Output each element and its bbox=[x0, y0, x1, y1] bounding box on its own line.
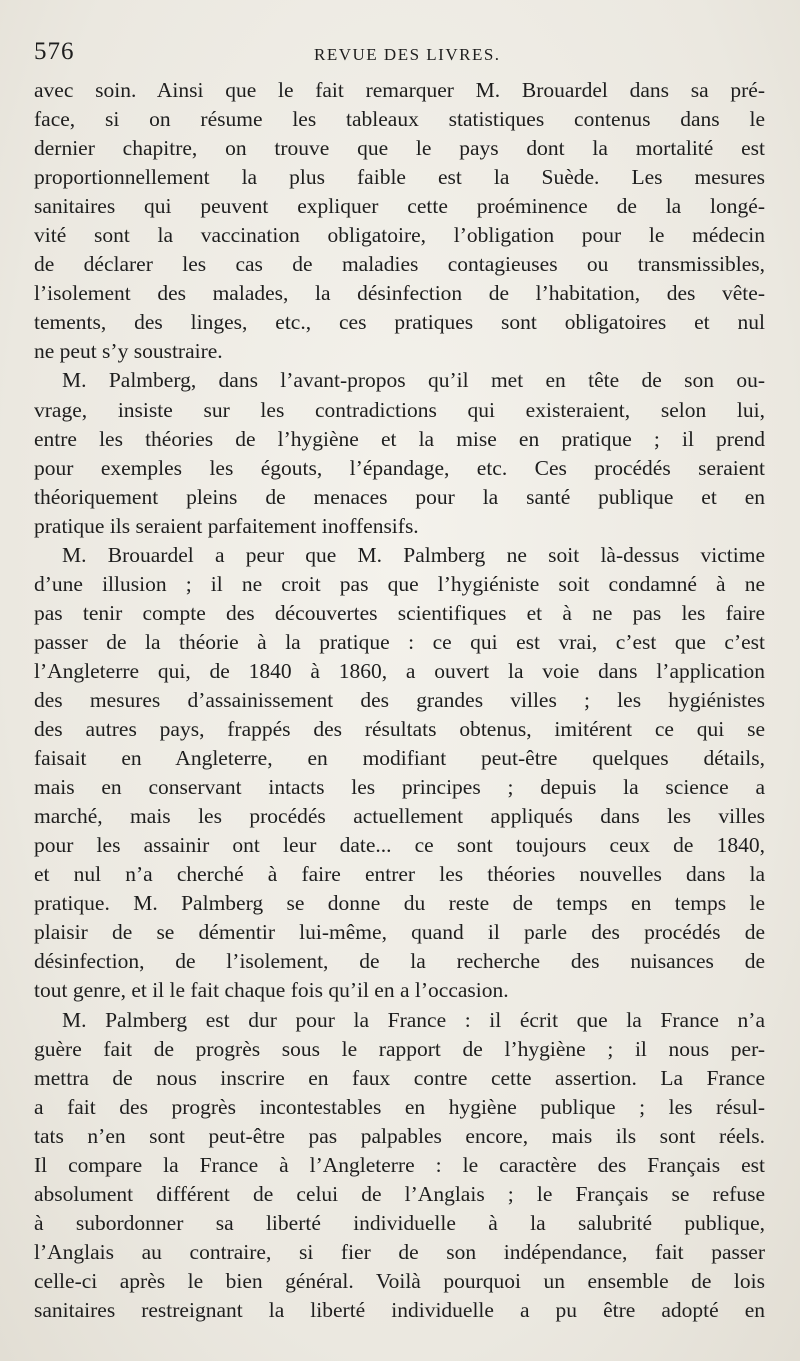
text-line: des mesures d’assainissement des grandes villes ; les hygiénistes bbox=[34, 687, 765, 712]
page-header bbox=[34, 38, 764, 72]
text-line: l’Angleterre qui, de 1840 à 1860, a ouvert la voie dans l’application bbox=[34, 658, 765, 683]
body-text bbox=[34, 76, 765, 1325]
text-line: tats n’en sont peut-être pas palpables encore, mais ils sont réels. bbox=[34, 1123, 765, 1148]
text-line: vrage, insiste sur les contradictions qui existeraient, selon lui, bbox=[34, 397, 765, 422]
text-line: mettra de nous inscrire en faux contre cette assertion. La France bbox=[34, 1065, 765, 1090]
text-line: dernier chapitre, on trouve que le pays dont la mortalité est bbox=[34, 136, 765, 161]
text-line: de déclarer les cas de maladies contagieuses ou transmissibles, bbox=[34, 252, 765, 277]
text-line: marché, mais les procédés actuellement appliqués dans les villes bbox=[34, 804, 765, 829]
text-line: avec soin. Ainsi que le fait remarquer M. Brouardel dans sa pré- bbox=[34, 78, 765, 102]
text-line: passer de la théorie à la pratique : ce qui est vrai, c’est que c’est bbox=[34, 629, 765, 654]
text-line: pratique ils seraient parfaitement inoffensifs. bbox=[34, 513, 419, 538]
paragraph-start-line: M. Palmberg, dans l’avant-propos qu’il met en tête de son ou- bbox=[62, 368, 765, 393]
text-line: désinfection, de l’isolement, de la recherche des nuisances de bbox=[34, 949, 765, 974]
text-line: Il compare la France à l’Angleterre : le caractère des Français est bbox=[34, 1152, 765, 1177]
text-line: sanitaires restreignant la liberté individuelle a pu être adopté en bbox=[34, 1297, 765, 1322]
text-line: entre les théories de l’hygiène et la mise en pratique ; il prend bbox=[34, 426, 765, 451]
text-line: faisait en Angleterre, en modifiant peut-être quelques détails, bbox=[34, 746, 765, 771]
text-line: théoriquement pleins de menaces pour la santé publique et en bbox=[34, 484, 765, 509]
text-line: face, si on résume les tableaux statistiques contenus dans le bbox=[34, 107, 765, 132]
text-line: tout genre, et il le fait chaque fois qu’il en a l’occasion. bbox=[34, 978, 509, 1003]
text-line: guère fait de progrès sous le rapport de l’hygiène ; il nous per- bbox=[34, 1036, 765, 1061]
text-line: mais en conservant intacts les principes ; depuis la science a bbox=[34, 775, 765, 800]
text-line: pour les assainir ont leur date... ce sont toujours ceux de 1840, bbox=[34, 833, 765, 858]
text-line: ne peut s’y soustraire. bbox=[34, 339, 223, 364]
text-line: pratique. M. Palmberg se donne du reste de temps en temps le bbox=[34, 891, 765, 916]
text-line: plaisir de se démentir lui-même, quand il parle des procédés de bbox=[34, 920, 765, 945]
text-line: absolument différent de celui de l’Anglais ; le Français se refuse bbox=[34, 1181, 765, 1206]
text-line: vité sont la vaccination obligatoire, l’obligation pour le médecin bbox=[34, 223, 765, 248]
text-line: d’une illusion ; il ne croit pas que l’hygiéniste soit condamné à ne bbox=[34, 571, 765, 596]
text-line: l’Anglais au contraire, si fier de son indépendance, fait passer bbox=[34, 1239, 765, 1264]
text-line: l’isolement des malades, la désinfection de l’habitation, des vête- bbox=[34, 281, 765, 306]
text-line: pour exemples les égouts, l’épandage, etc. Ces procédés seraient bbox=[34, 455, 765, 480]
text-line: proportionnellement la plus faible est la Suède. Les mesures bbox=[34, 165, 765, 190]
text-line: a fait des progrès incontestables en hygiène publique ; les résul- bbox=[34, 1094, 765, 1119]
text-line: et nul n’a cherché à faire entrer les théories nouvelles dans la bbox=[34, 862, 765, 887]
paragraph-start-line: M. Brouardel a peur que M. Palmberg ne soit là-dessus victime bbox=[62, 542, 765, 567]
text-line: celle-ci après le bien général. Voilà pourquoi un ensemble de lois bbox=[34, 1268, 765, 1293]
text-line: des autres pays, frappés des résultats obtenus, imitérent ce qui se bbox=[34, 717, 765, 742]
running-head: REVUE DES LIVRES. bbox=[314, 45, 501, 64]
text-line: tements, des linges, etc., ces pratiques sont obligatoires et nul bbox=[34, 310, 765, 335]
text-line: sanitaires qui peuvent expliquer cette proéminence de la longé- bbox=[34, 194, 765, 219]
page-number: 576 bbox=[34, 38, 75, 65]
paragraph-start-line: M. Palmberg est dur pour la France : il écrit que la France n’a bbox=[62, 1007, 765, 1032]
text-line: à subordonner sa liberté individuelle à la salubrité publique, bbox=[34, 1210, 765, 1235]
text-line: pas tenir compte des découvertes scientifiques et à ne pas les faire bbox=[34, 600, 765, 625]
